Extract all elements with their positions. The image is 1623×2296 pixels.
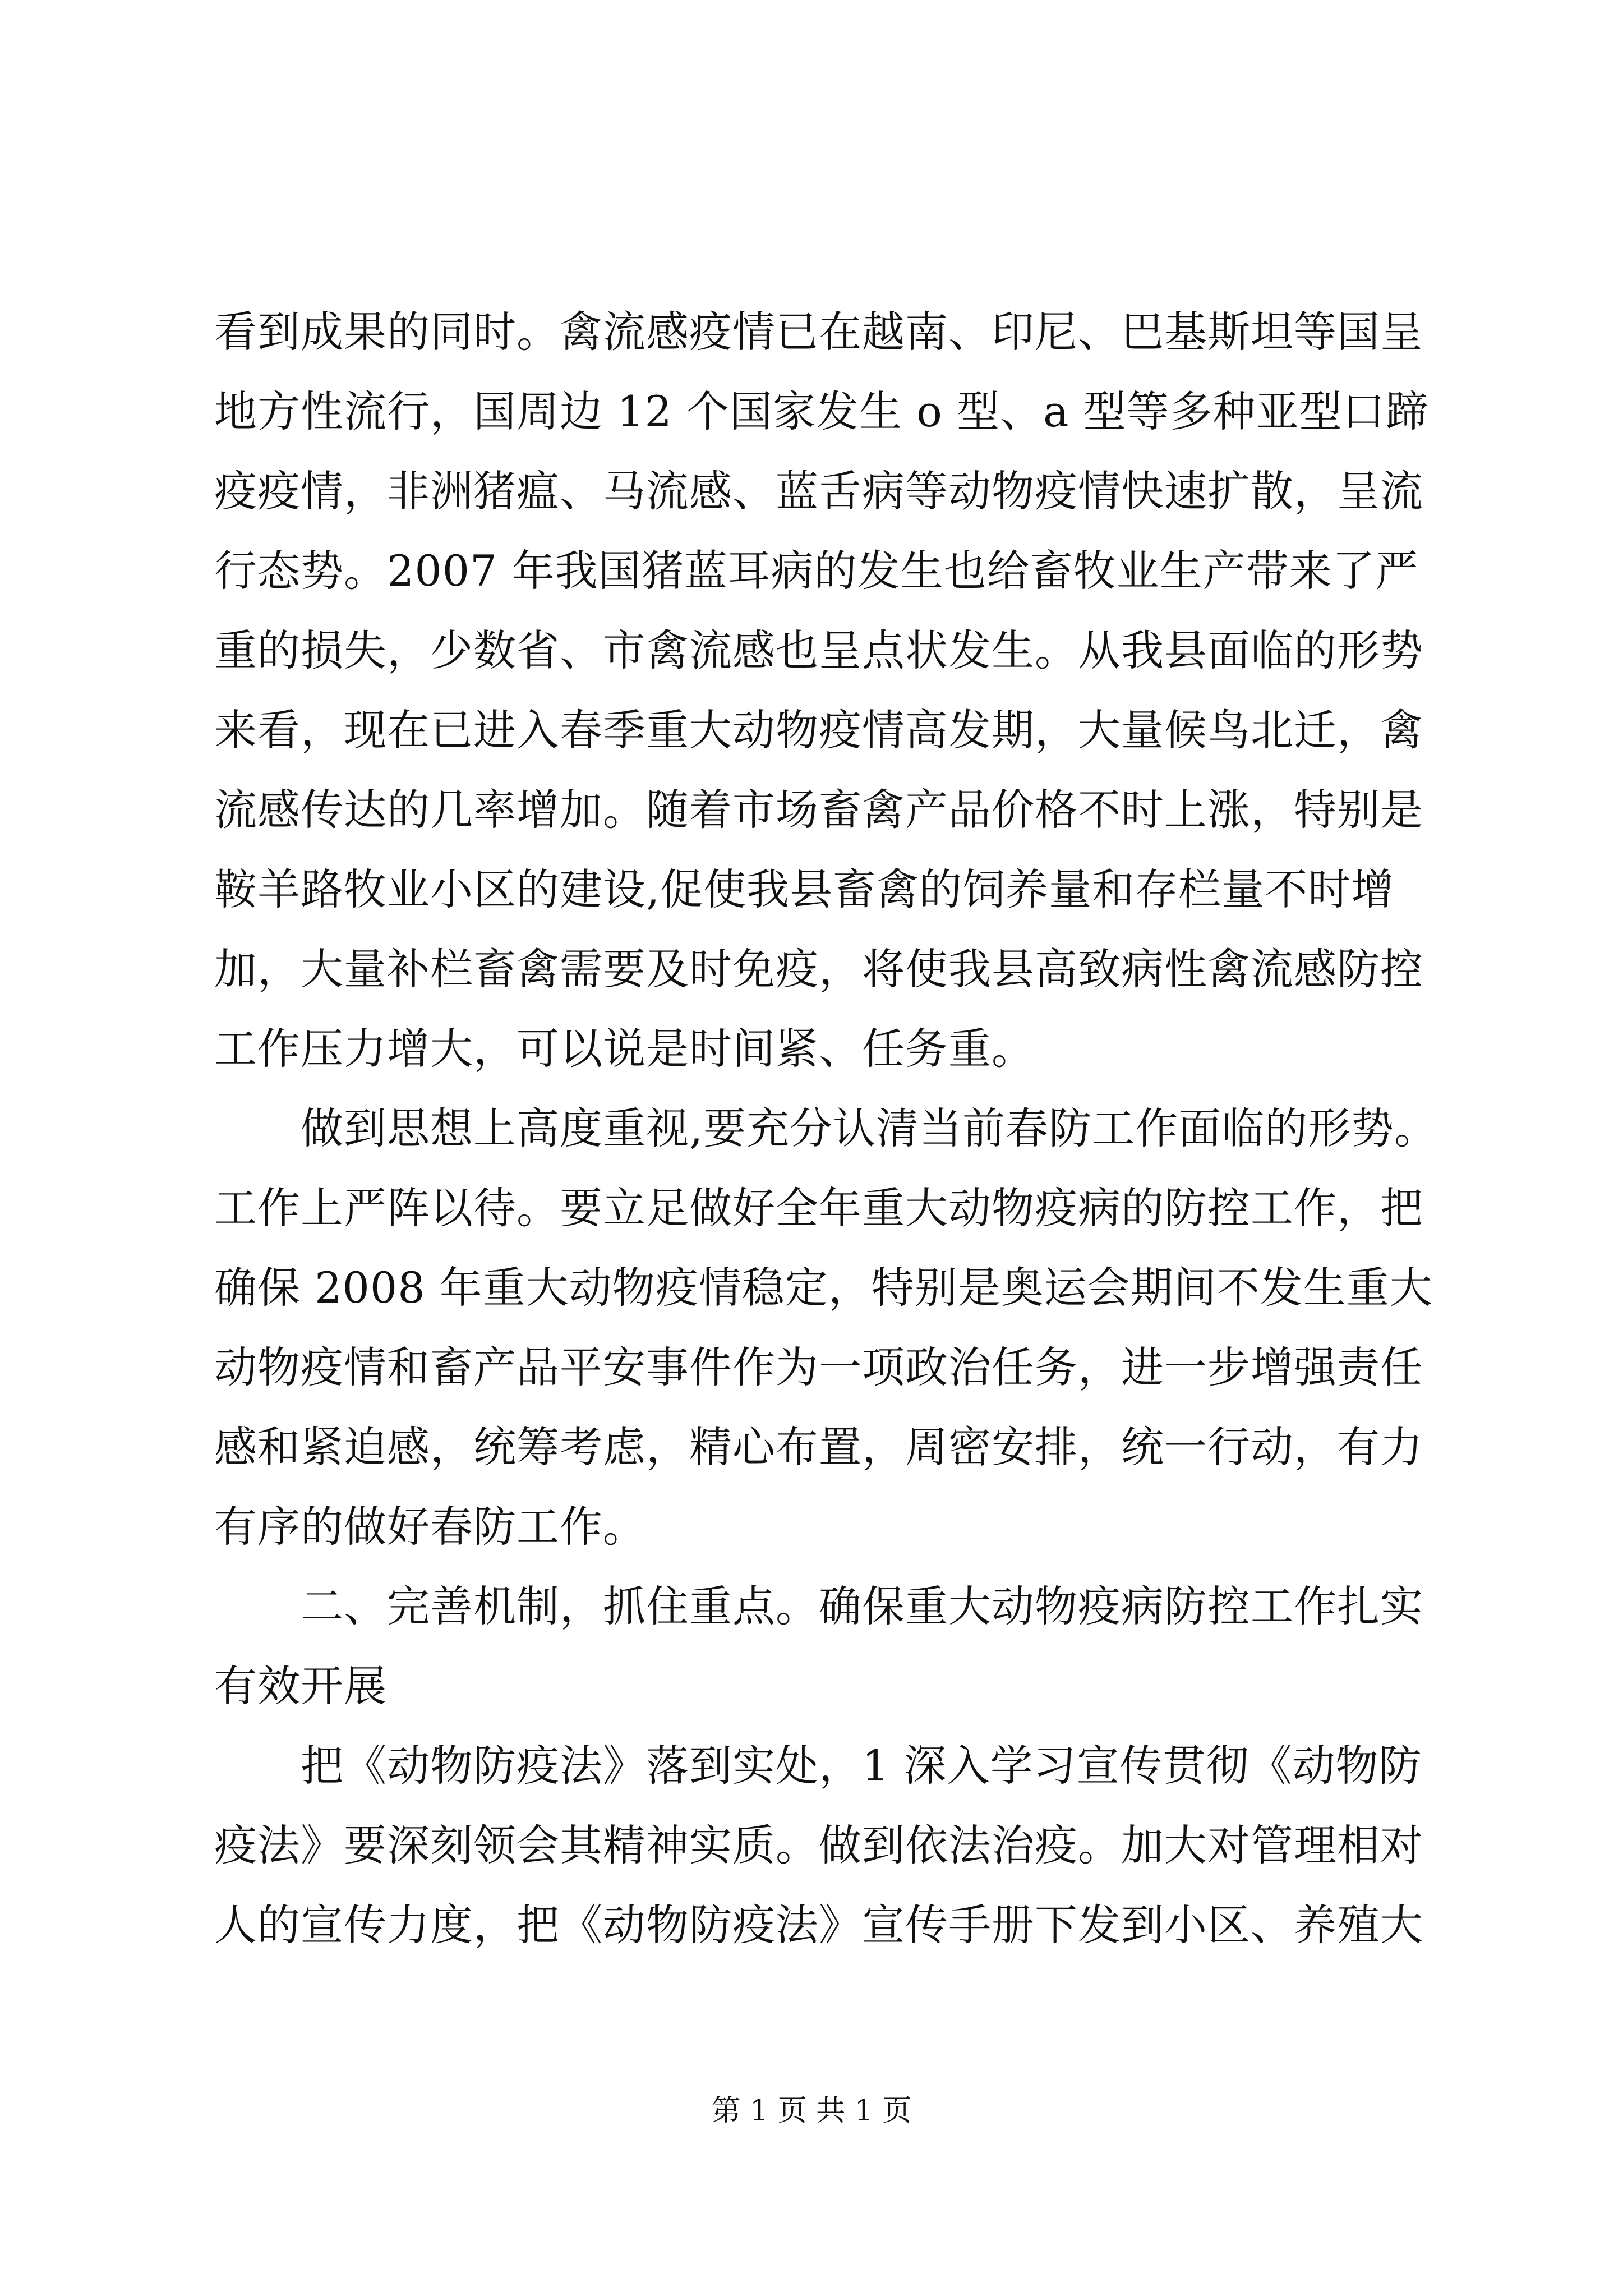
text-line: 动物疫情和畜产品平安事件作为一项政治任务，进一步增强责任 xyxy=(214,1342,1423,1392)
text-line: 人的宣传力度，把《动物防疫法》宣传手册下发到小区、养殖大 xyxy=(214,1900,1423,1950)
text-line: 重的损失，少数省、市禽流感也呈点状发生。从我县面临的形势 xyxy=(214,625,1423,675)
text-line: 有序的做好春防工作。 xyxy=(214,1502,646,1552)
text-line: 加，大量补栏畜禽需要及时免疫，将使我县高致病性禽流感防控 xyxy=(214,944,1423,994)
text-line: 看到成果的同时。禽流感疫情已在越南、印尼、巴基斯坦等国呈 xyxy=(214,307,1423,357)
text-line: 确保 2008 年重大动物疫情稳定，特别是奥运会期间不发生重大 xyxy=(214,1263,1433,1313)
text-line: 疫法》要深刻领会其精神实质。做到依法治疫。加大对管理相对 xyxy=(214,1820,1423,1870)
text-line: 感和紧迫感，统筹考虑，精心布置，周密安排，统一行动，有力 xyxy=(214,1422,1423,1472)
text-line: 把《动物防疫法》落到实处，1 深入学习宣传贯彻《动物防 xyxy=(214,1741,1422,1791)
text-line: 来看，现在已进入春季重大动物疫情高发期，大量候鸟北迁，禽 xyxy=(214,705,1423,755)
text-line: 做到思想上高度重视,要充分认清当前春防工作面临的形势。 xyxy=(214,1103,1438,1153)
text-line: 有效开展 xyxy=(214,1661,387,1711)
text-line: 鞍羊路牧业小区的建设,促使我县畜禽的饲养量和存栏量不时增 xyxy=(214,864,1395,914)
page-footer: 第 1 页 共 1 页 xyxy=(711,2094,912,2128)
text-line: 地方性流行，国周边 12 个国家发生 o 型、a 型等多种亚型口蹄 xyxy=(214,386,1429,436)
text-line: 行态势。2007 年我国猪蓝耳病的发生也给畜牧业生产带来了严 xyxy=(214,546,1419,596)
text-line: 二、完善机制，抓住重点。确保重大动物疫病防控工作扎实 xyxy=(214,1581,1423,1631)
text-line: 工作压力增大，可以说是时间紧、任务重。 xyxy=(214,1024,1035,1074)
text-line: 流感传达的几率增加。随着市场畜禽产品价格不时上涨，特别是 xyxy=(214,785,1423,835)
text-line: 疫疫情，非洲猪瘟、马流感、蓝舌病等动物疫情快速扩散，呈流 xyxy=(214,466,1423,516)
text-line: 工作上严阵以待。要立足做好全年重大动物疫病的防控工作，把 xyxy=(214,1183,1423,1233)
